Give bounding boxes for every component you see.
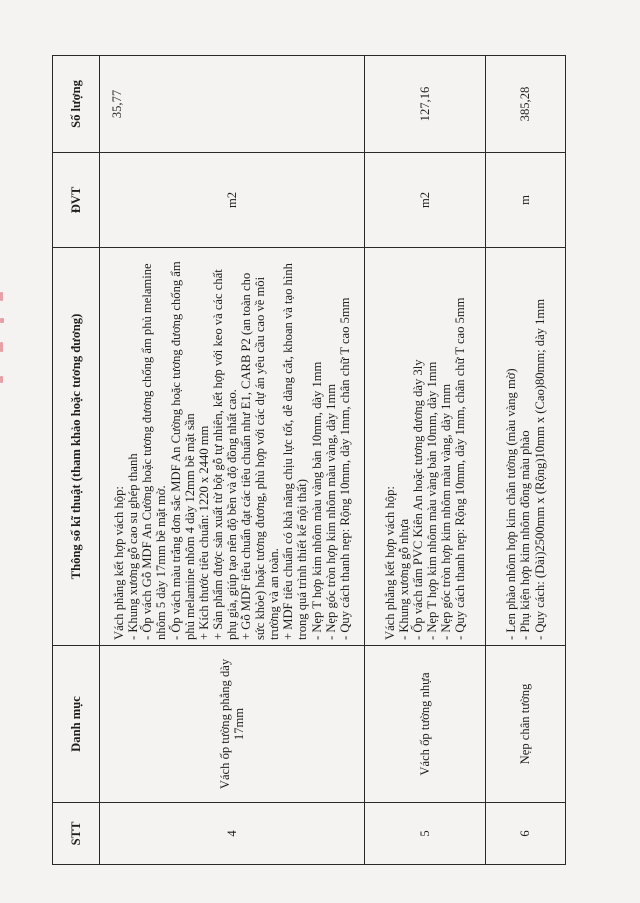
spec-cell: [486, 248, 566, 646]
header-unit: ĐVT: [53, 153, 100, 248]
stt-cell: 6: [486, 803, 566, 865]
header-qty: Số lượng: [53, 56, 100, 153]
spec-line: + MDF tiêu chuẩn có khả năng chịu lực tốt, dễ dàng cắt, khoan và tạo hình trong quá trình thiết kế nội thất): [281, 263, 310, 640]
header-spec: Thông số kĩ thuật (tham khảo hoặc tương đương): [53, 248, 100, 646]
spec-line: - Khung xương gỗ cao su ghép thanh: [126, 453, 141, 640]
table-row: [365, 56, 486, 865]
qty-cell: 35,77: [100, 56, 365, 153]
spec-line: + Kích thước tiêu chuẩn: 1220 x 2440 mm: [196, 425, 211, 640]
spec-line: - Len phào nhôm hợp kim chân tường (màu vàng mờ): [504, 368, 519, 640]
spec-line: - Khung xương gỗ nhựa: [396, 518, 411, 640]
unit-cell: m2: [100, 153, 365, 248]
header-name: Danh mục: [53, 646, 100, 803]
spec-line: - Ốp vách Gỗ MDF An Cường hoặc tương đương chống ẩm phủ melamine nhôm 5 dày 17mm bề mặt mờ.: [140, 263, 169, 640]
spec-line: - Nẹp góc tròn hợp kim nhôm màu vàng, dày 1mm: [323, 383, 338, 640]
spec-line: - Nẹp T hợp kim nhôm màu vàng bản 10mm, dày 1mm: [425, 361, 439, 640]
table-row: [486, 56, 566, 865]
spec-line: - Phụ kiện hợp kim nhôm đồng màu phào: [518, 430, 533, 640]
spec-line: - Ốp vách màu trắng đơn sắc MDF An Cường hoặc tương đương chống ẩm phủ melamine nhôm 4 dày 12mm bề mặt sần: [168, 261, 197, 640]
spec-line: - Nẹp góc tròn hợp kim nhôm màu vàng, dày 1mm: [439, 383, 454, 640]
unit-cell: m: [486, 153, 566, 248]
name-cell: Nẹp chân tường: [486, 646, 566, 803]
spec-line: - Quy cách: (Dài)2500mm x (Rộng)10mm x (Cao)80mm; dày 1mm: [532, 298, 547, 640]
qty-cell: 127,16: [365, 56, 486, 153]
header-stt: STT: [53, 803, 100, 865]
spec-table: [52, 55, 566, 865]
spec-line: + Sản phẩm được sản xuất từ bột gỗ tự nhiên, kết hợp với keo và các chất phụ gia, giúp tạo nên độ bền và độ đồng nhất cao.: [210, 269, 239, 640]
spec-line: Vách phẳng kết hợp vách hộp:: [382, 486, 397, 640]
unit-cell: m2: [365, 153, 486, 248]
name-cell: Vách ốp tường phẳng dày 17mm: [100, 646, 365, 803]
stt-cell: 4: [100, 803, 365, 865]
spec-line: - Quy cách thanh nẹp: Rộng 10mm, dày 1mm, chân chữ T cao 5mm: [453, 297, 468, 640]
spec-line: + Gỗ MDF tiêu chuẩn đạt các tiêu chuẩn như E1, CARB P2 (an toàn cho sức khỏe) hoặc tương đương, phù hợp với các dự án yêu cầu cao về môi trường và an toàn.: [239, 272, 282, 640]
qty-cell: 385,28: [486, 56, 566, 153]
spec-line: Vách phẳng kết hợp vách hộp:: [112, 486, 127, 640]
spec-cell: [100, 248, 365, 646]
header-row: [53, 56, 100, 865]
table-row: [100, 56, 365, 865]
spec-line: - Nẹp T hợp kim nhôm màu vàng bản 10mm, dày 1mm: [309, 361, 324, 640]
spec-line: - Quy cách thanh nẹp: Rộng 10mm, dày 1mm, chân chữ T cao 5mm: [337, 297, 352, 640]
name-cell: Vách ốp tường nhựa: [365, 646, 486, 803]
spec-cell: [365, 248, 486, 646]
spec-line: - Ốp vách tấm PVC Kiên An hoặc tương đương dày 3ly: [410, 359, 425, 640]
stt-cell: 5: [365, 803, 486, 865]
